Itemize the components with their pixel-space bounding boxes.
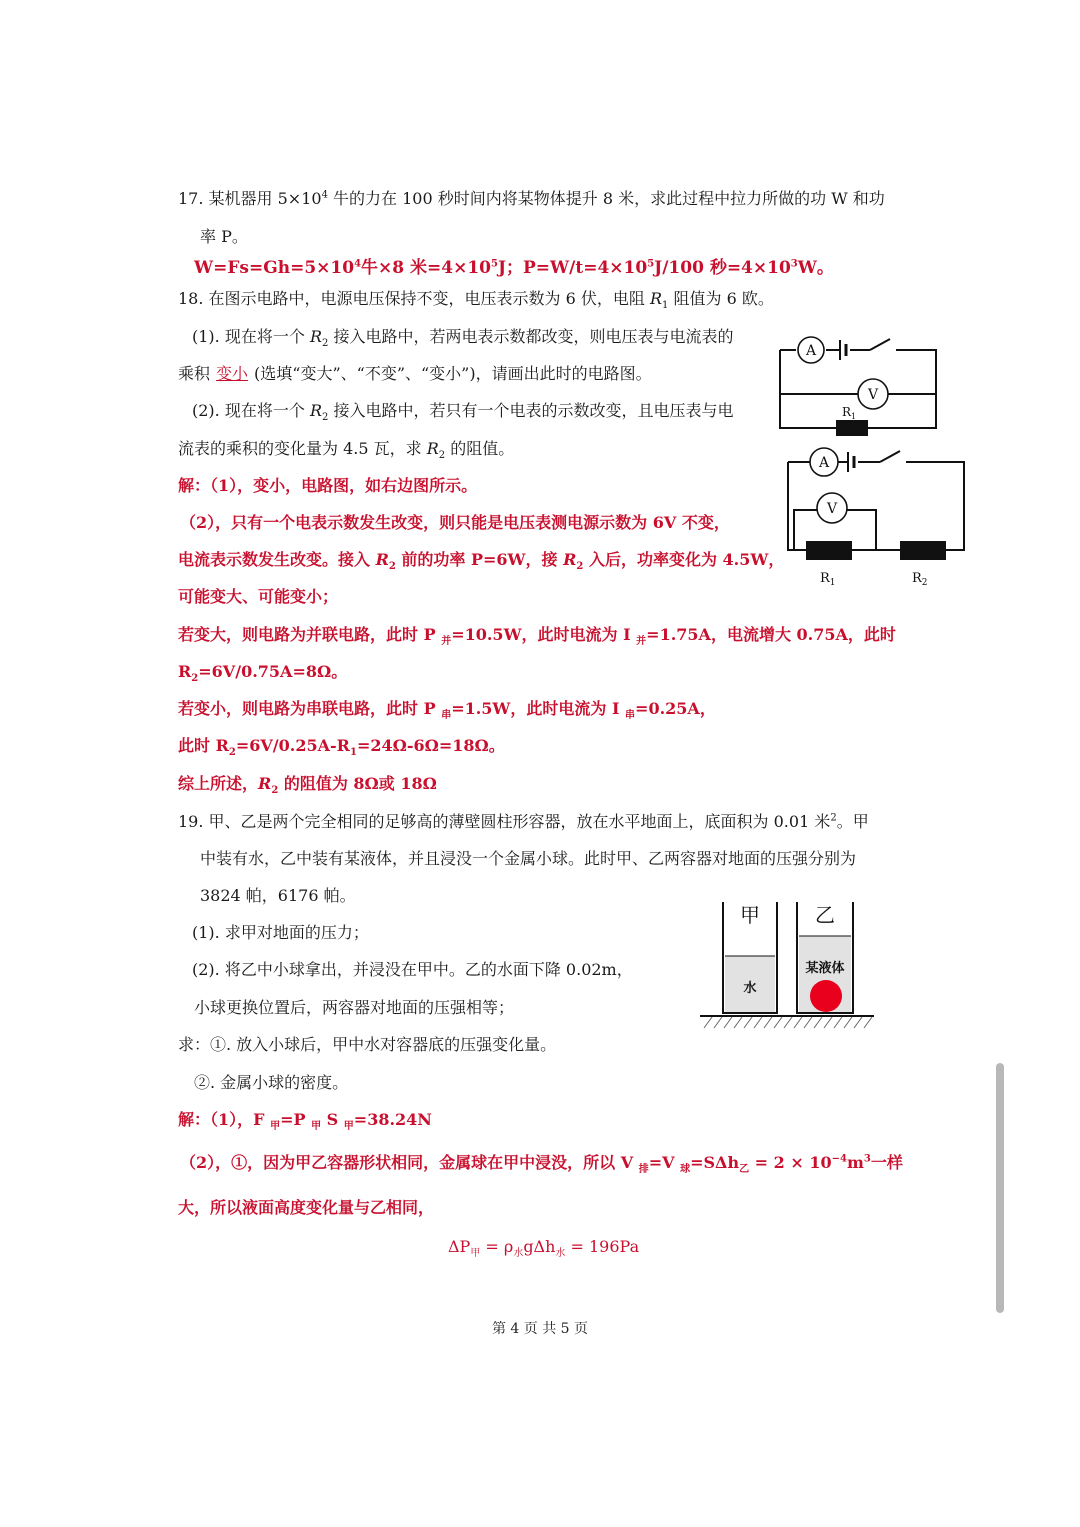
q18-solution-2: （2），只有一个电表示数发生改变，则只能是电压表测电源示数为 6V 不变， bbox=[180, 513, 730, 532]
svg-text:R2: $R_2$ bbox=[912, 571, 928, 588]
circuit-diagram-answer bbox=[780, 446, 972, 596]
svg-text:R1: $R_1$ bbox=[820, 571, 836, 588]
q17-line-2: 率 P。 bbox=[200, 227, 248, 246]
q19-ask-2: ②. 金属小球的密度。 bbox=[194, 1073, 349, 1092]
q19-line-2: 中装有水，乙中装有某液体，并且浸没一个金属小球。此时甲、乙两容器对地面的压强分别为 bbox=[200, 849, 857, 868]
svg-text:水: 水 bbox=[743, 981, 757, 996]
q19-part1: (1). 求甲对地面的压力； bbox=[192, 923, 369, 942]
metal-ball-icon bbox=[810, 980, 842, 1012]
q18-part1-line2: 乘积 变小 (选填“变大”、“不变”、“变小”)，请画出此时的电路图。 bbox=[178, 364, 652, 383]
q18-blank-answer: 变小 bbox=[216, 364, 249, 383]
svg-text:R1: $R_1$ bbox=[842, 405, 857, 421]
q19-part2-line2: 小球更换位置后，两容器对地面的压强相等； bbox=[194, 998, 515, 1017]
q18-solution-3: 电流表示数发生改变。接入 $R_2$ 前的功率 P=6W，接 $R_2$ 入后，功率变化为 4.5W， bbox=[178, 550, 785, 573]
q19-equation: $\Delta P_甲 = \rho_水g\Delta h_水 = 196Pa$ bbox=[448, 1237, 640, 1260]
q19-solution-1: 解：（1），F $_甲$=P $_甲$ S $_甲$=38.24N bbox=[178, 1110, 432, 1133]
q18-solution-9: 综上所述，$R_2$ 的阻值为 8Ω或 18Ω bbox=[178, 774, 437, 797]
resistor-r1-icon bbox=[836, 420, 868, 436]
q19-line-3: 3824 帕，6176 帕。 bbox=[200, 886, 356, 905]
q19-solution-3: 大，所以液面高度变化量与乙相同， bbox=[178, 1198, 435, 1217]
scrollbar-thumb[interactable] bbox=[996, 1063, 1004, 1313]
svg-text:V: V bbox=[826, 501, 838, 517]
q19-solution-2: （2），①，因为甲乙容器形状相同，金属球在甲中浸没，所以 V $_排$=V $_球=S\Delta h_乙 = 2 \times 10^{-4}m^3$一样 bbox=[180, 1153, 903, 1176]
q18-solution-4: 可能变大、可能变小； bbox=[178, 587, 339, 606]
q18-solution-6: $R_2=6V/0.75A=8\Omega$。 bbox=[178, 662, 348, 685]
q18-solution-5: 若变大，则电路为并联电路，此时 P $_并$=10.5W，此时电流为 I $_并$=1.75A，电流增大 0.75A，此时 bbox=[178, 625, 896, 648]
voltmeter-icon bbox=[817, 493, 847, 523]
q19-line-1: 19. 甲、乙是两个完全相同的足够高的薄壁圆柱形容器，放在水平地面上，底面积为 0.01 米$^2$。甲 bbox=[178, 812, 869, 831]
svg-text:V: V bbox=[867, 387, 879, 403]
q18-solution-8: 此时 $R_2=6V/0.25A-R_1=24\Omega-6\Omega=18\Omega$。 bbox=[178, 736, 505, 759]
q19-ask-1: 求：①. 放入小球后，甲中水对容器底的压强变化量。 bbox=[178, 1035, 557, 1054]
containers-diagram bbox=[698, 898, 878, 1036]
q18-solution-7: 若变小，则电路为串联电路，此时 P $_串$=1.5W，此时电流为 I $_串$=0.25A， bbox=[178, 699, 716, 722]
q17-answer: $W=Fs=Gh=5\times 10^4$牛×8 米$=4\times 10^5J$；$P=W/t=4\times 10^5J/100$ 秒$=4\times 10^3W$。 bbox=[194, 258, 834, 278]
svg-text:乙: 乙 bbox=[815, 903, 835, 927]
circuit-diagram-original bbox=[770, 330, 950, 446]
q18-part1-line1: (1). 现在将一个 $R_2$ 接入电路中，若两电表示数都改变，则电压表与电流表的 bbox=[192, 327, 734, 350]
ammeter-icon bbox=[810, 448, 838, 476]
page-footer: 第 4 页 共 5 页 bbox=[491, 1321, 589, 1337]
voltmeter-icon bbox=[858, 379, 888, 409]
q18-part2-line2: 流表的乘积的变化量为 4.5 瓦，求 $R_2$ 的阻值。 bbox=[178, 439, 515, 462]
svg-text:某液体: 某液体 bbox=[805, 961, 845, 976]
q18-solution-1: 解：（1），变小，电路图，如右边图所示。 bbox=[178, 476, 478, 495]
resistor-r2-icon bbox=[900, 541, 946, 560]
q18-part2-line1: (2). 现在将一个 $R_2$ 接入电路中，若只有一个电表的示数改变，且电压表与电 bbox=[192, 401, 734, 424]
q18-intro: 18. 在图示电路中，电源电压保持不变，电压表示数为 6 伏，电阻 $R_1$ 阻值为 6 欧。 bbox=[178, 289, 774, 312]
svg-text:甲: 甲 bbox=[740, 903, 760, 927]
ground-hatch bbox=[704, 1017, 872, 1028]
svg-text:A: A bbox=[805, 343, 817, 359]
ammeter-icon bbox=[798, 337, 824, 363]
q19-part2-line1: (2). 将乙中小球拿出，并浸没在甲中。乙的水面下降 0.02m， bbox=[192, 960, 633, 979]
q17-line-1: 17. 某机器用 $5\times 10^4$ 牛的力在 100 秒时间内将某物体提升 8 米，求此过程中拉力所做的功 W 和功 bbox=[178, 189, 885, 208]
svg-text:A: A bbox=[818, 455, 830, 471]
resistor-r1-icon bbox=[806, 541, 852, 560]
